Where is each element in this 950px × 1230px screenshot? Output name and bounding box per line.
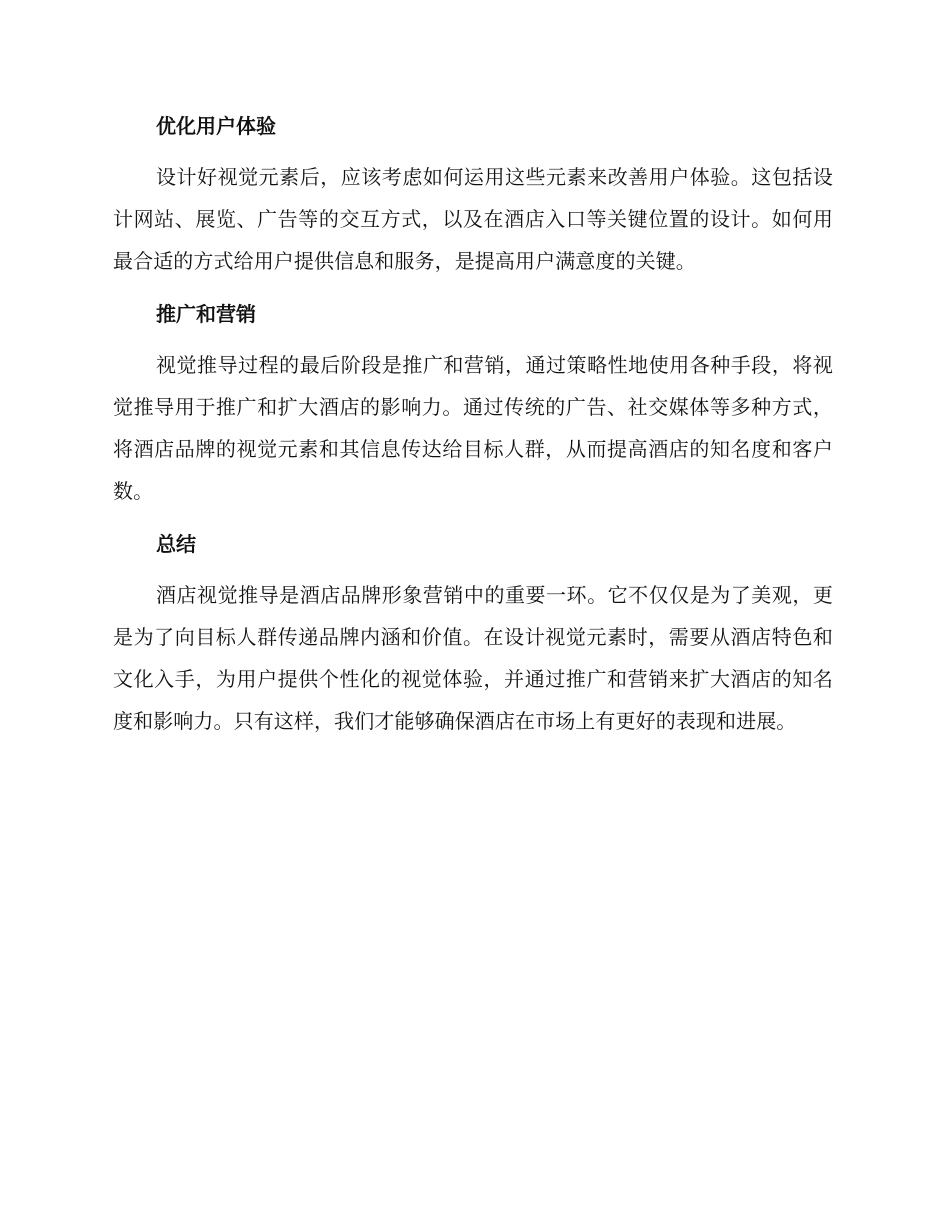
section-heading-summary: 总结 — [156, 532, 196, 556]
section-paragraph-promotion-marketing: 视觉推导过程的最后阶段是推广和营销，通过策略性地使用各种手段，将视觉推导用于推广和扩大酒店的影响力。通过传统的广告、社交媒体等多种方式，将酒店品牌的视觉元素和其信息传达给目标人群，从而提高酒店的知名度和客户数。 — [113, 353, 833, 503]
section-heading-promotion-marketing: 推广和营销 — [156, 302, 256, 326]
section-heading-user-experience: 优化用户体验 — [156, 114, 276, 138]
section-paragraph-user-experience: 设计好视觉元素后，应该考虑如何运用这些元素来改善用户体验。这包括设计网站、展览、广告等的交互方式，以及在酒店入口等关键位置的设计。如何用最合适的方式给用户提供信息和服务，是提高用户满意度的关键。 — [113, 165, 833, 273]
document-page — [113, 110, 833, 758]
section-paragraph-summary: 酒店视觉推导是酒店品牌形象营销中的重要一环。它不仅仅是为了美观，更是为了向目标人群传递品牌内涵和价值。在设计视觉元素时，需要从酒店特色和文化入手，为用户提供个性化的视觉体验，并通过推广和营销来扩大酒店的知名度和影响力。只有这样，我们才能够确保酒店在市场上有更好的表现和进展。 — [113, 583, 833, 733]
